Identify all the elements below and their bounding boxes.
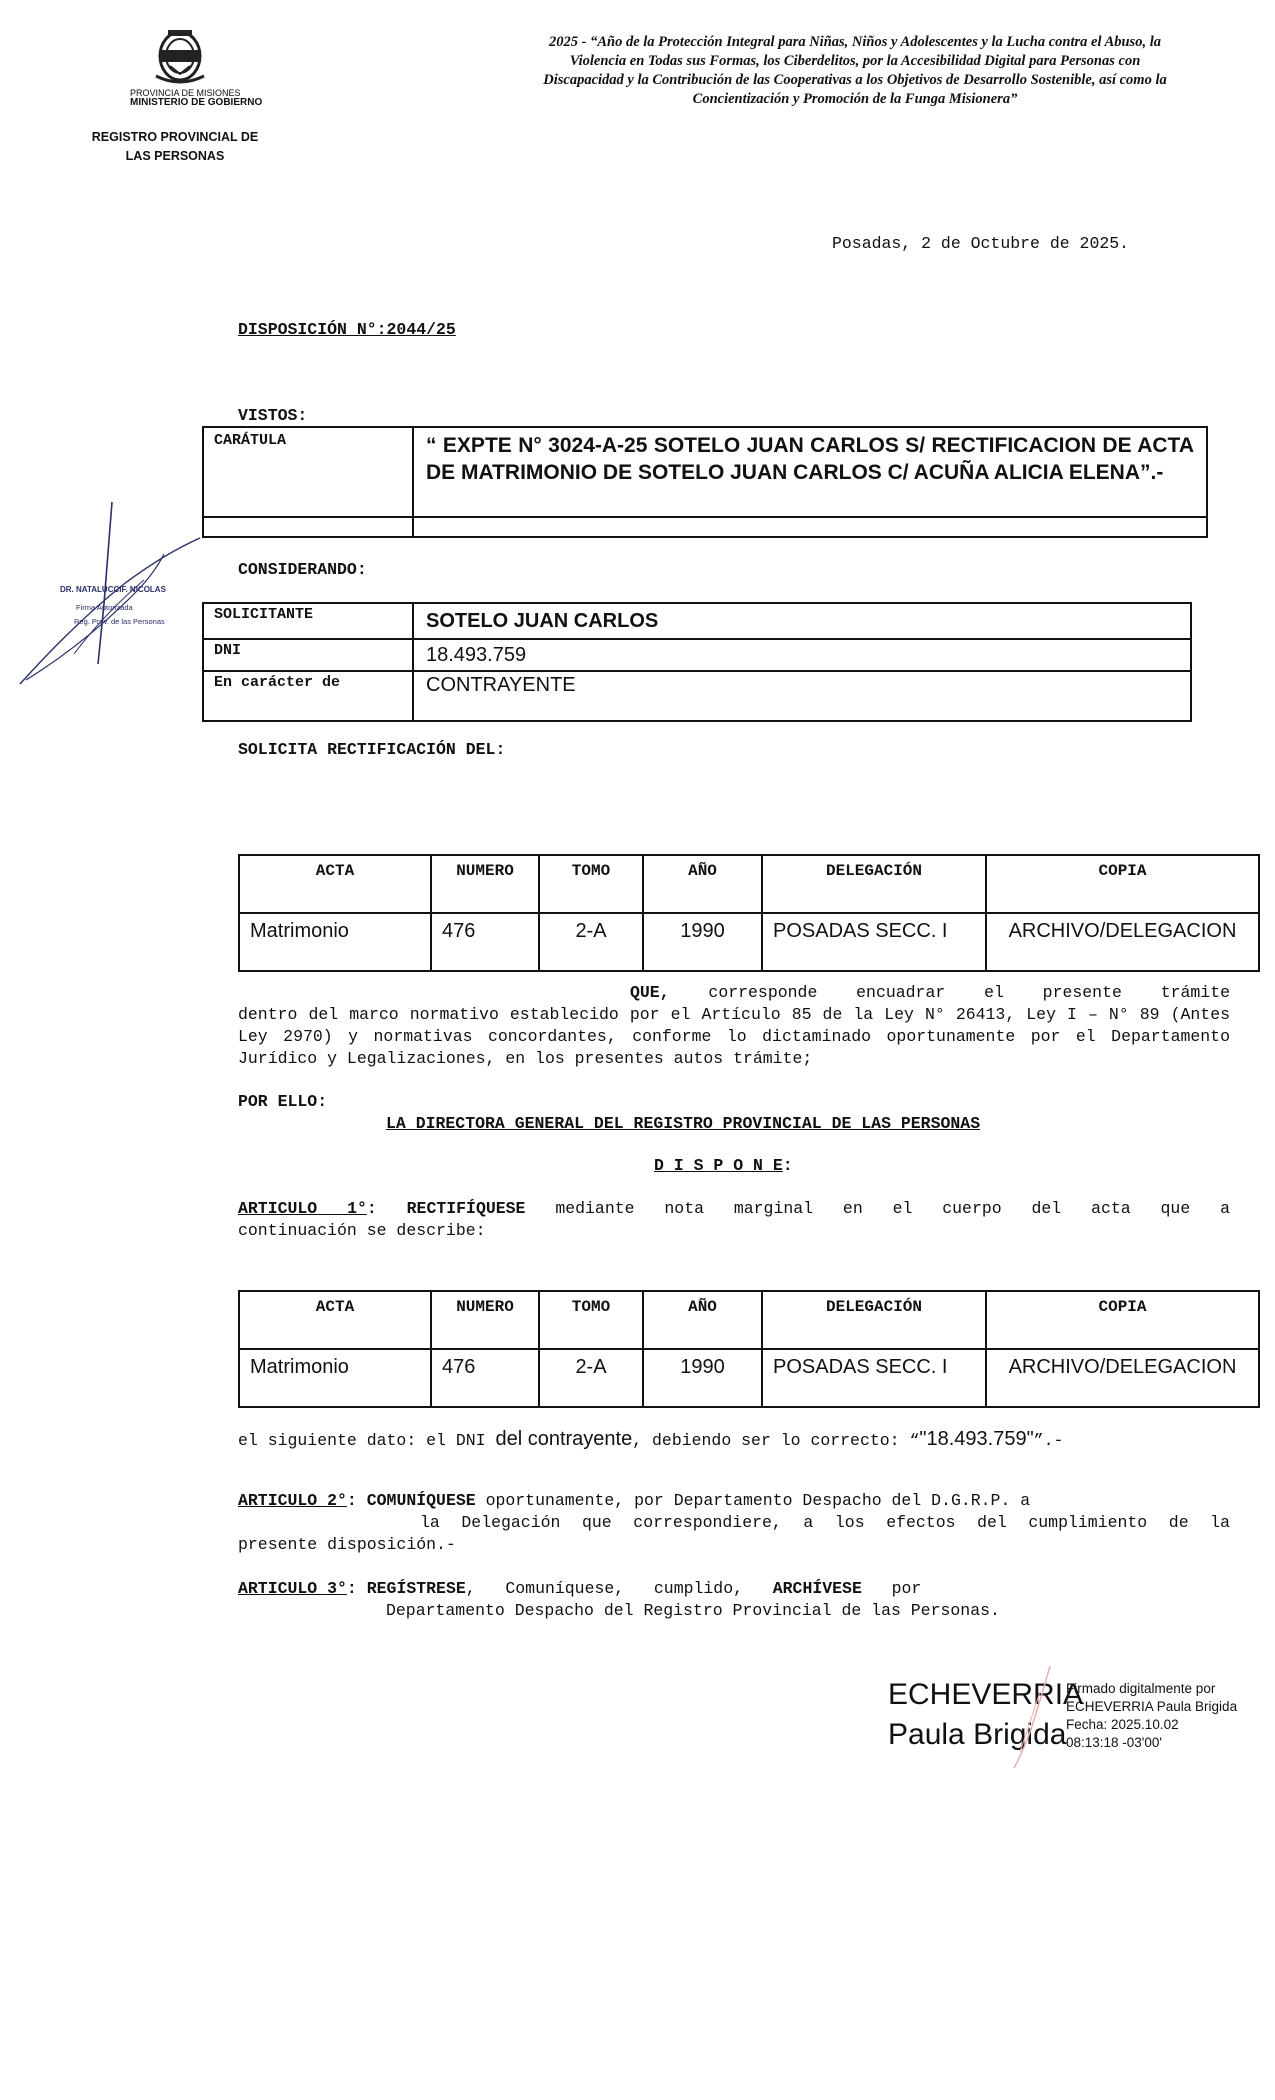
art2-verb: COMUNÍQUESE (366, 1491, 476, 1510)
province-label: PROVINCIA DE MISIONES (130, 88, 241, 98)
stamp-line-2: Firma Autorizada (76, 603, 133, 612)
cell-numero: 476 (431, 1349, 539, 1407)
art1-colon: : (366, 1199, 377, 1218)
cell-delegacion: POSADAS SECC. I (762, 913, 986, 971)
art1-label: ARTICULO 1° (238, 1199, 367, 1218)
solicitante-value: SOTELO JUAN CARLOS (413, 603, 1191, 639)
col-copia: COPIA (986, 1291, 1259, 1349)
considerando-heading: CONSIDERANDO: (238, 560, 367, 579)
que-text-first: corresponde encuadrar el presente trámite (708, 983, 1231, 1002)
col-delegacion: DELEGACIÓN (762, 1291, 986, 1349)
cell-anio: 1990 (643, 1349, 762, 1407)
col-anio: AÑO (643, 855, 762, 913)
coat-of-arms-icon (148, 26, 212, 88)
que-paragraph (238, 982, 1230, 1070)
col-numero: NUMERO (431, 855, 539, 913)
dato-line (238, 1428, 1063, 1451)
art1-verb: RECTIFÍQUESE (406, 1199, 526, 1218)
dispone-word: D I S P O N E (654, 1156, 783, 1175)
cell-acta: Matrimonio (239, 913, 431, 971)
article-1 (238, 1198, 1230, 1242)
digital-signature-info (1066, 1680, 1237, 1752)
col-acta: ACTA (239, 1291, 431, 1349)
solicitante-label: SOLICITANTE (203, 603, 413, 639)
cell-numero: 476 (431, 913, 539, 971)
art2-label: ARTICULO 2° (238, 1491, 347, 1510)
dato-field: del contrayente (495, 1428, 633, 1450)
registry-line-2: LAS PERSONAS (125, 149, 225, 163)
registry-line-1: REGISTRO PROVINCIAL DE (91, 130, 259, 144)
art3-text-rest: Departamento Despacho del Registro Provincial de las Personas. (386, 1601, 1000, 1620)
empty-cell (413, 517, 1207, 537)
table-row (239, 913, 1259, 971)
article-3 (238, 1578, 1058, 1622)
art1-text-rest: continuación se describe: (238, 1221, 486, 1240)
dispone-colon: : (782, 1156, 793, 1175)
year-motto: 2025 - “Año de la Protección Integral para Niñas, Niños y Adolescentes y la Lucha contra el Abuso, la Violencia en Todas sus Formas, los Ciberdelitos, por la Accesibilidad Digital para Personas con Discapacidad y la Contribución de las Cooperativas a los Objetivos de Desarrollo Sostenible, así como la Concientización y Promoción de la Funga Misionera” (543, 34, 1167, 107)
dni-value: 18.493.759 (413, 639, 1191, 671)
art2-text-rest: presente disposición.- (238, 1535, 456, 1554)
art3-verb: REGÍSTRESE (366, 1579, 466, 1598)
disposicion-number: DISPOSICIÓN N°:2044/25 (238, 320, 456, 339)
col-copia: COPIA (986, 855, 1259, 913)
handwritten-signature-icon (14, 494, 204, 690)
col-acta: ACTA (239, 855, 431, 913)
col-tomo: TOMO (539, 855, 643, 913)
art3-label: ARTICULO 3° (238, 1579, 347, 1598)
stamp-line-3: Reg. Prov. de las Personas (74, 617, 165, 626)
solicita-heading: SOLICITA RECTIFICACIÓN DEL: (238, 740, 506, 759)
sig-info-line: Fecha: 2025.10.02 (1066, 1717, 1179, 1732)
acta-table-original (238, 854, 1260, 972)
caracter-label: En carácter de (203, 671, 413, 721)
sig-info-line: ECHEVERRIA Paula Brigida (1066, 1699, 1238, 1714)
signature-flourish-icon (1010, 1662, 1060, 1772)
initials-stamp (14, 494, 204, 690)
col-numero: NUMERO (431, 1291, 539, 1349)
que-text-rest: dentro del marco normativo establecido por el Artículo 85 de la Ley N° 26413, Ley I – N° 89 (Antes Ley 2970) y normativas concordantes, conforme lo dictaminado oportunamente por el Departamento Jurídico y Legalizaciones, en los presentes autos trámite; (238, 1005, 1230, 1068)
art1-text-first: mediante nota marginal en el cuerpo del acta que a (555, 1199, 1230, 1218)
article-2 (238, 1490, 1230, 1556)
dato-prefix: el siguiente dato: el DNI (238, 1431, 486, 1450)
art2-text-first: oportunamente, por Departamento Despacho del D.G.R.P. a (485, 1491, 1031, 1510)
col-anio: AÑO (643, 1291, 762, 1349)
col-delegacion: DELEGACIÓN (762, 855, 986, 913)
sig-info-line: Firmado digitalmente por (1066, 1681, 1216, 1696)
cell-acta: Matrimonio (239, 1349, 431, 1407)
art3-verb2: ARCHÍVESE (772, 1579, 862, 1598)
art2-text-second: la Delegación que correspondiere, a los efectos del cumplimiento de la (420, 1513, 1230, 1532)
art3-text-after: por (891, 1579, 922, 1598)
sig-info-line: 08:13:18 -03'00' (1066, 1735, 1162, 1750)
cell-tomo: 2-A (539, 1349, 643, 1407)
por-ello: POR ELLO: (238, 1092, 328, 1111)
dni-label: DNI (203, 639, 413, 671)
table-row (239, 1349, 1259, 1407)
signature-surname: ECHEVERRIA (888, 1678, 1084, 1711)
registry-name (70, 128, 280, 166)
cell-tomo: 2-A (539, 913, 643, 971)
acta-table-rectified (238, 1290, 1260, 1408)
considerando-table (202, 602, 1192, 722)
dato-suffix: ”.- (1033, 1431, 1064, 1450)
directora-line: LA DIRECTORA GENERAL DEL REGISTRO PROVINCIAL DE LAS PERSONAS (386, 1114, 981, 1133)
art2-colon: : (346, 1491, 357, 1510)
signature-given-names: Paula Brigida (888, 1718, 1067, 1751)
cell-delegacion: POSADAS SECC. I (762, 1349, 986, 1407)
art3-colon: : (346, 1579, 357, 1598)
que-lead: QUE, (630, 983, 670, 1002)
stamp-line-1: DR. NATALUCCIF. NICOLAS (60, 585, 166, 594)
caracter-value: CONTRAYENTE (413, 671, 1191, 721)
vistos-heading: VISTOS: (238, 406, 308, 425)
cell-anio: 1990 (643, 913, 762, 971)
art3-text-first: , Comuníquese, cumplido, (465, 1579, 744, 1598)
col-tomo: TOMO (539, 1291, 643, 1349)
cell-copia: ARCHIVO/DELEGACION (986, 1349, 1259, 1407)
cell-copia: ARCHIVO/DELEGACION (986, 913, 1259, 971)
vistos-table (202, 426, 1208, 538)
dato-middle: , debiendo ser lo correcto: “ (632, 1431, 920, 1450)
caratula-value: “ EXPTE N° 3024-A-25 SOTELO JUAN CARLOS S/ RECTIFICACION DE ACTA DE MATRIMONIO DE SOTELO JUAN CARLOS C/ ACUÑA ALICIA ELENA”.- (413, 427, 1207, 517)
empty-cell (203, 517, 413, 537)
caratula-label: CARÁTULA (203, 427, 413, 517)
ministry-logo (130, 26, 263, 108)
ministry-label: MINISTERIO DE GOBIERNO (130, 97, 263, 108)
dato-value: "18.493.759" (919, 1428, 1034, 1450)
date-line: Posadas, 2 de Octubre de 2025. (832, 234, 1130, 253)
dispone-heading (654, 1156, 793, 1175)
